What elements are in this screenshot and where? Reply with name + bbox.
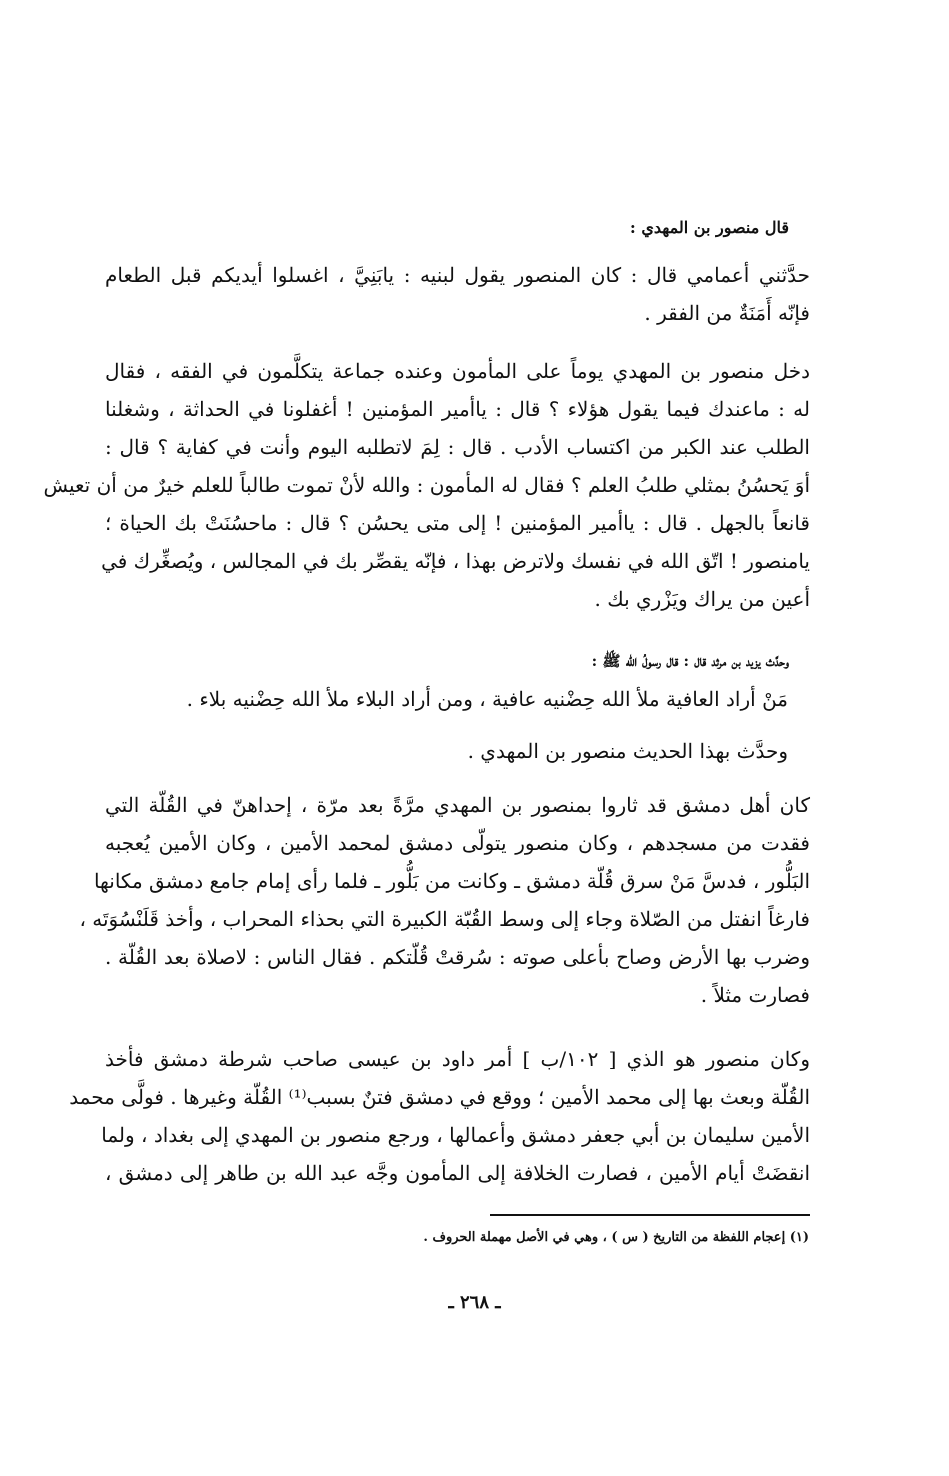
text-line: فصارت مثلاً . <box>700 983 810 1007</box>
text-line: فقدت من مسجدهم ، وكان منصور يتولّى دمشق لمحمد الأمين ، وكان الأمين يُعجبه <box>105 831 810 855</box>
text-line: فارغاً انفتل من الصّلاة وجاء إلى وسط القُبّة الكبيرة التي بحذاء المحراب ، وأخذ قَلَنْسُوَتَه ، <box>79 907 810 931</box>
text-line: فإنّه أَمَنَةٌ من الفقر . <box>644 301 810 325</box>
text-line: مَنْ أراد العافية ملأ الله حِضْنيه عافية ، ومن أراد البلاء ملأ الله حِضْنيه بلاء . <box>186 687 788 711</box>
text-line: أوَ يَحسُنُ بمثلي طلبُ العلم ؟ فقال له المأمون : والله لأنْ تموت طالباً للعلم خيرٌ من أن تعيش <box>43 473 810 497</box>
text-line: الأمين سليمان بن أبي جعفر دمشق وأعمالها ، ورجع منصور بن المهدي إلى بغداد ، ولما <box>101 1123 810 1147</box>
section-heading: قال منصور بن المهدي : <box>629 218 789 237</box>
narration-note <box>105 732 810 770</box>
hadith-heading: وحدَّث يزيد بن مرثد قال : قال رسولُ الله ﷺ : <box>591 652 789 670</box>
text-line: يامنصور ! اتّق الله في نفسك ولاترض بهذا ، فإنّه يقصِّر بك في المجالس ، ويُصغِّرك في <box>101 549 810 573</box>
text-line: وحدَّث بهذا الحديث منصور بن المهدي . <box>467 739 788 763</box>
text-line: له : ماعندك فيما يقول هؤلاء ؟ قال : ياأمير المؤمنين ! أغفلونا في الحداثة ، وشغلنا <box>105 397 810 421</box>
text-line: قانعاً بالجهل . قال : ياأمير المؤمنين ! إلى متى يحسُن ؟ قال : ماحسُنَتْ بك الحياة ؛ <box>105 511 810 535</box>
paragraph-2 <box>43 352 810 618</box>
page-number: ـ ٢٦٨ ـ <box>448 1292 501 1313</box>
text-line: الطلب عند الكبر من اكتساب الأدب . قال : لِمَ لاتطلبه اليوم وأنت في كفاية ؟ قال : <box>105 435 810 459</box>
text-line: حدَّثني أعمامي قال : كان المنصور يقول لبنيه : يابَنِيَّ ، اغسلوا أيديكم قبل الطعام <box>105 263 810 287</box>
text-line: دخل منصور بن المهدي يوماً على المأمون وعنده جماعة يتكلَّمون في الفقه ، فقال <box>105 359 810 383</box>
footnote-divider <box>490 1214 810 1216</box>
text-line: وضرب بها الأرض وصاح بأعلى صوته : سُرقتْ قُلّتكم . فقال الناس : لاصلاة بعد القُلّة . <box>105 945 810 969</box>
text-line: البَلُّور ، فدسَّ مَنْ سرق قُلّة دمشق ـ وكانت من بَلُّور ـ فلما رأى إمام جامع دمشق مكانها <box>93 869 810 893</box>
paragraph-4 <box>69 1040 810 1192</box>
paragraph-3 <box>79 786 810 1014</box>
text-line: انقضَتْ أيام الأمين ، فصارت الخلافة إلى المأمون وجَّه عبد الله بن طاهر إلى دمشق ، <box>105 1161 810 1185</box>
hadith-text <box>105 680 810 718</box>
paragraph-1 <box>105 256 810 332</box>
text-line: كان أهل دمشق قد ثاروا بمنصور بن المهدي مرَّةً بعد مرّة ، إحداهنّ في القُلّة التي <box>105 793 810 817</box>
footnote: (١) إعجام اللفظة من التاريخ ( س ) ، وهي في الأصل مهملة الحروف . <box>423 1230 809 1245</box>
text-line: القُلّة وبعث بها إلى محمد الأمين ؛ ووقع في دمشق فتنٌ بسبب⁽¹⁾ القُلّة وغيرها . فولَّى محمد <box>69 1085 810 1109</box>
text-line: وكان منصور هو الذي [ ١٠٢/ب ] أمر داود بن عيسى صاحب شرطة دمشق فأخذ <box>105 1047 810 1071</box>
text-line: أعين من يراك ويَزْري بك . <box>594 587 810 611</box>
